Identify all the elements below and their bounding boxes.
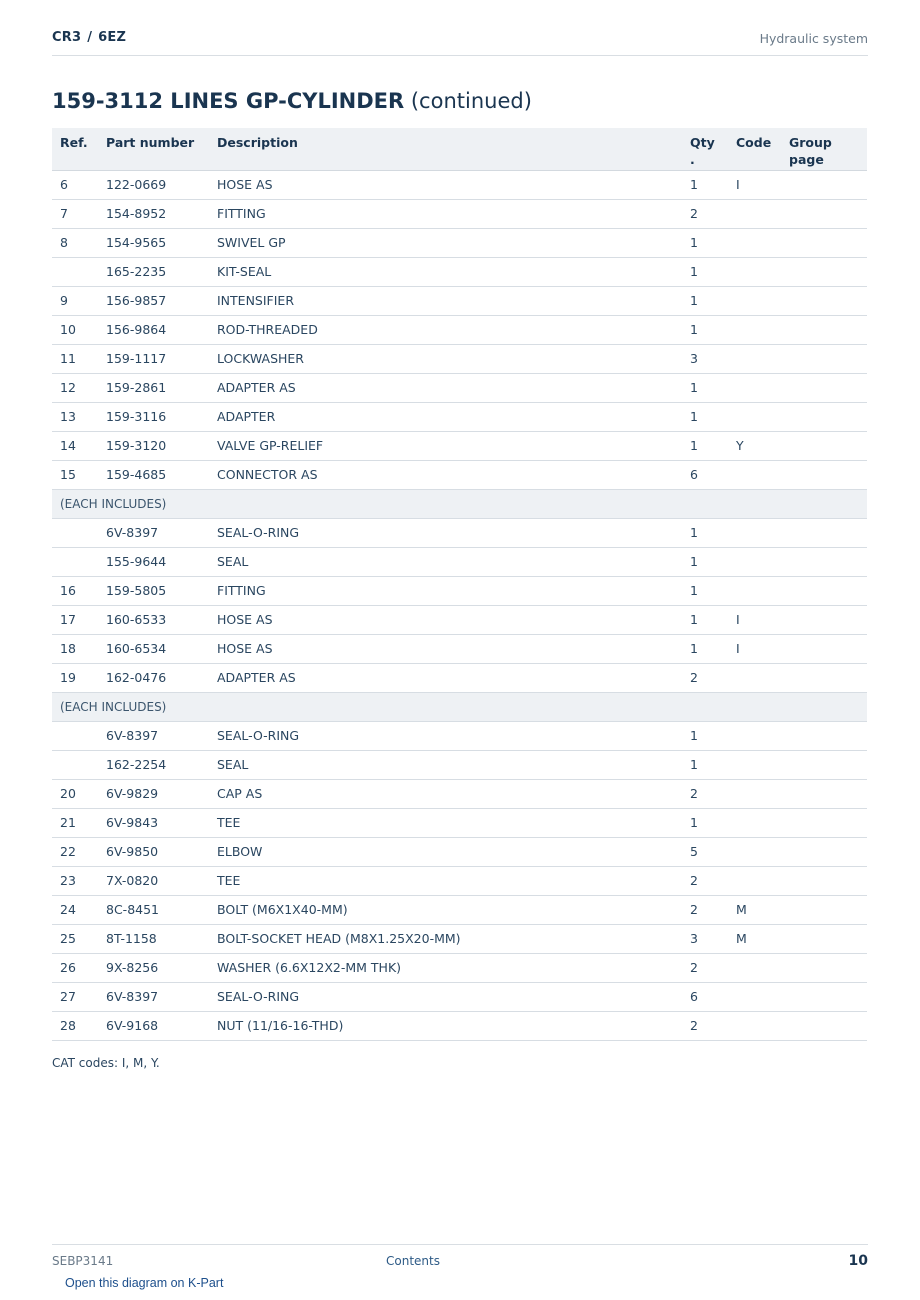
cell-part-number: 156-9864 [98,315,209,344]
cell-ref [52,750,98,779]
cell-qty: 1 [682,170,728,199]
cell-qty: 2 [682,866,728,895]
cell-qty: 6 [682,982,728,1011]
table-row [52,431,867,460]
cat-codes-note: CAT codes: I, M, Y. [52,1056,160,1070]
cell-description: TEE [209,808,682,837]
table-row [52,344,867,373]
column-header-group-line2: page [789,152,824,167]
cell-ref: 14 [52,431,98,460]
column-header-part-number: Part number [98,128,209,170]
cell-ref: 13 [52,402,98,431]
cell-group-page [781,750,867,779]
page-number: 10 [848,1253,868,1269]
cell-description: ROD-THREADED [209,315,682,344]
cell-qty: 2 [682,1011,728,1040]
cell-group-page [781,199,867,228]
cell-qty: 1 [682,547,728,576]
cell-code [728,663,781,692]
cell-qty: 1 [682,721,728,750]
cell-description: ADAPTER AS [209,663,682,692]
cell-group-page [781,721,867,750]
cell-ref: 21 [52,808,98,837]
table-row [52,402,867,431]
page-title-suffix: (continued) [410,89,532,113]
cell-description: CAP AS [209,779,682,808]
open-diagram-kpart-link[interactable]: Open this diagram on K-Part [65,1276,224,1290]
cell-group-page [781,808,867,837]
cell-code [728,373,781,402]
cell-code [728,779,781,808]
cell-part-number: 6V-9850 [98,837,209,866]
cell-description: BOLT-SOCKET HEAD (M8X1.25X20-MM) [209,924,682,953]
cell-ref: 25 [52,924,98,953]
cell-description: FITTING [209,199,682,228]
cell-qty: 1 [682,431,728,460]
cell-description: HOSE AS [209,605,682,634]
cell-code [728,518,781,547]
column-header-qty-line1: Qty [690,135,715,150]
breadcrumb [52,28,126,45]
cell-ref: 6 [52,170,98,199]
cell-description: HOSE AS [209,170,682,199]
table-row [52,257,867,286]
cell-part-number: 7X-0820 [98,866,209,895]
cell-ref: 7 [52,199,98,228]
cell-qty: 1 [682,518,728,547]
cell-group-page [781,576,867,605]
cell-description: SEAL [209,750,682,779]
cell-description: WASHER (6.6X12X2-MM THK) [209,953,682,982]
cell-qty: 1 [682,576,728,605]
cell-description: CONNECTOR AS [209,460,682,489]
column-header-qty [682,128,728,170]
table-row [52,228,867,257]
cell-description: SWIVEL GP [209,228,682,257]
cell-group-page [781,431,867,460]
cell-qty: 1 [682,373,728,402]
cell-code: M [728,895,781,924]
cell-group-page [781,344,867,373]
cell-ref: 9 [52,286,98,315]
cell-group-page [781,518,867,547]
cell-part-number: 159-3116 [98,402,209,431]
cell-part-number: 155-9644 [98,547,209,576]
page-header [52,28,868,56]
cell-description: ADAPTER AS [209,373,682,402]
cell-part-number: 154-8952 [98,199,209,228]
cell-code [728,1011,781,1040]
table-row [52,199,867,228]
cell-part-number: 156-9857 [98,286,209,315]
cell-part-number: 122-0669 [98,170,209,199]
cell-group-page [781,460,867,489]
cell-code [728,837,781,866]
cell-qty: 3 [682,344,728,373]
cell-group-page [781,547,867,576]
cell-description: ADAPTER [209,402,682,431]
cell-qty: 1 [682,605,728,634]
cell-qty: 1 [682,750,728,779]
cell-code [728,721,781,750]
table-row [52,518,867,547]
table-row [52,170,867,199]
cell-part-number: 8T-1158 [98,924,209,953]
cell-code [728,315,781,344]
cell-description: BOLT (M6X1X40-MM) [209,895,682,924]
cell-group-page [781,1011,867,1040]
cell-code: I [728,170,781,199]
cell-ref: 27 [52,982,98,1011]
section-title: Hydraulic system [759,31,868,46]
cell-description: NUT (11/16-16-THD) [209,1011,682,1040]
cell-ref: 22 [52,837,98,866]
cell-description: VALVE GP-RELIEF [209,431,682,460]
cell-part-number: 159-5805 [98,576,209,605]
table-row [52,721,867,750]
table-row [52,286,867,315]
contents-link[interactable]: Contents [386,1254,440,1268]
cell-code [728,750,781,779]
cell-part-number: 6V-8397 [98,982,209,1011]
parts-table-body [52,170,867,1040]
model-label: CR3 [52,30,82,45]
cell-part-number: 6V-9168 [98,1011,209,1040]
cell-part-number: 160-6534 [98,634,209,663]
cell-part-number: 6V-9829 [98,779,209,808]
table-row [52,634,867,663]
cell-qty: 1 [682,286,728,315]
cell-part-number: 159-2861 [98,373,209,402]
cell-ref: 24 [52,895,98,924]
cell-code [728,953,781,982]
cell-ref [52,518,98,547]
cell-ref: 28 [52,1011,98,1040]
cell-part-number: 159-4685 [98,460,209,489]
cell-code: Y [728,431,781,460]
cell-qty: 2 [682,953,728,982]
includes-label: (EACH INCLUDES) [52,489,867,518]
cell-description: INTENSIFIER [209,286,682,315]
table-row [52,924,867,953]
cell-qty: 5 [682,837,728,866]
table-row [52,605,867,634]
cell-part-number: 159-3120 [98,431,209,460]
table-row [52,373,867,402]
cell-group-page [781,605,867,634]
cell-part-number: 154-9565 [98,228,209,257]
cell-ref: 19 [52,663,98,692]
cell-part-number: 8C-8451 [98,895,209,924]
table-row [52,808,867,837]
cell-group-page [781,402,867,431]
cell-code [728,199,781,228]
cell-qty: 2 [682,199,728,228]
cell-ref: 26 [52,953,98,982]
page-title [52,89,532,113]
cell-part-number: 9X-8256 [98,953,209,982]
cell-code [728,257,781,286]
cell-group-page [781,228,867,257]
cell-qty: 1 [682,315,728,344]
cell-group-page [781,866,867,895]
cell-group-page [781,982,867,1011]
cell-ref: 17 [52,605,98,634]
table-row [52,663,867,692]
cell-ref: 20 [52,779,98,808]
includes-label: (EACH INCLUDES) [52,692,867,721]
cell-qty: 1 [682,808,728,837]
cell-description: FITTING [209,576,682,605]
cell-group-page [781,953,867,982]
cell-ref: 23 [52,866,98,895]
cell-code: M [728,924,781,953]
cell-group-page [781,837,867,866]
cell-qty: 2 [682,663,728,692]
table-row [52,1011,867,1040]
cell-ref [52,257,98,286]
cell-group-page [781,779,867,808]
cell-description: SEAL-O-RING [209,982,682,1011]
cell-ref [52,547,98,576]
cell-description: SEAL-O-RING [209,518,682,547]
cell-group-page [781,663,867,692]
cell-code: I [728,634,781,663]
table-row [52,750,867,779]
table-row [52,982,867,1011]
cell-ref: 8 [52,228,98,257]
column-header-ref: Ref. [52,128,98,170]
cell-qty: 6 [682,460,728,489]
table-row [52,315,867,344]
serial-prefix-label: 6EZ [98,30,127,45]
cell-qty: 3 [682,924,728,953]
cell-group-page [781,170,867,199]
cell-part-number: 6V-8397 [98,721,209,750]
document-number: SEBP3141 [52,1254,114,1268]
breadcrumb-separator: / [87,30,93,45]
includes-row [52,692,867,721]
cell-code [728,344,781,373]
includes-row [52,489,867,518]
cell-group-page [781,286,867,315]
cell-group-page [781,257,867,286]
table-header-row [52,128,867,170]
column-header-group-line1: Group [789,135,832,150]
cell-group-page [781,895,867,924]
cell-group-page [781,315,867,344]
column-header-qty-line2: . [690,152,695,167]
cell-code [728,866,781,895]
page-title-main: 159-3112 LINES GP-CYLINDER [52,89,405,113]
cell-description: KIT-SEAL [209,257,682,286]
cell-part-number: 162-0476 [98,663,209,692]
cell-ref: 15 [52,460,98,489]
cell-code: I [728,605,781,634]
table-row [52,576,867,605]
cell-part-number: 6V-9843 [98,808,209,837]
cell-code [728,402,781,431]
cell-qty: 1 [682,634,728,663]
cell-part-number: 162-2254 [98,750,209,779]
cell-code [728,982,781,1011]
cell-description: SEAL-O-RING [209,721,682,750]
table-row [52,460,867,489]
cell-qty: 1 [682,402,728,431]
cell-code [728,228,781,257]
column-header-code: Code [728,128,781,170]
cell-qty: 2 [682,779,728,808]
cell-qty: 1 [682,228,728,257]
page-footer [52,1244,868,1275]
cell-description: ELBOW [209,837,682,866]
cell-description: TEE [209,866,682,895]
cell-group-page [781,924,867,953]
cell-part-number: 165-2235 [98,257,209,286]
cell-qty: 1 [682,257,728,286]
cell-description: SEAL [209,547,682,576]
cell-code [728,547,781,576]
cell-code [728,576,781,605]
cell-code [728,286,781,315]
cell-part-number: 160-6533 [98,605,209,634]
table-row [52,779,867,808]
cell-group-page [781,634,867,663]
cell-code [728,460,781,489]
cell-ref: 16 [52,576,98,605]
cell-description: HOSE AS [209,634,682,663]
cell-qty: 2 [682,895,728,924]
table-row [52,866,867,895]
parts-table [52,128,867,1041]
cell-group-page [781,373,867,402]
table-row [52,895,867,924]
cell-part-number: 159-1117 [98,344,209,373]
column-header-group-page [781,128,867,170]
column-header-description: Description [209,128,682,170]
table-row [52,953,867,982]
cell-ref: 12 [52,373,98,402]
cell-description: LOCKWASHER [209,344,682,373]
cell-code [728,808,781,837]
cell-ref: 10 [52,315,98,344]
cell-part-number: 6V-8397 [98,518,209,547]
table-row [52,837,867,866]
cell-ref: 18 [52,634,98,663]
table-row [52,547,867,576]
cell-ref [52,721,98,750]
cell-ref: 11 [52,344,98,373]
